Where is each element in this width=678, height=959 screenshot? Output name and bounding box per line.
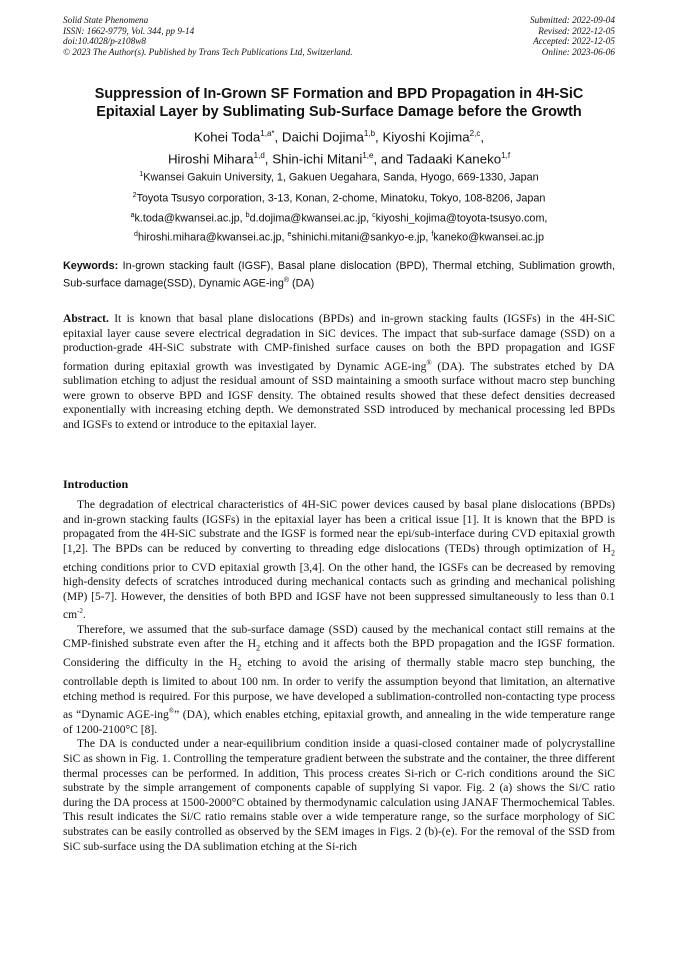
author-name: Kiyoshi Kojima — [382, 129, 470, 145]
author-name: Hiroshi Mihara — [167, 151, 254, 167]
author-affiliation-mark: 2,c — [469, 129, 481, 138]
publication-dates — [530, 15, 615, 57]
author-name: Daichi Dojima — [281, 129, 364, 145]
submitted-date: Submitted: 2022-09-04 — [530, 15, 615, 25]
title-line-1: Suppression of In-Grown SF Formation and BPD Propagation in 4H-SiC — [94, 86, 584, 102]
author-affiliation-mark: 1,b — [363, 129, 376, 138]
copyright-line: © 2023 The Author(s). Published by Trans Tech Publications Ltd, Switzerland. — [63, 46, 353, 57]
author-name: Kohei Toda — [193, 129, 261, 145]
online-date: Online: 2023-06-06 — [541, 46, 615, 57]
journal-info — [63, 15, 353, 57]
keywords-text: In-grown stacking fault (IGSF), Basal plane dislocation (BPD), Thermal etching, Sublimation growth, Sub-surface damage(SSD), Dynamic AGE-ing — [63, 260, 616, 290]
author-affiliation-mark: 1,e — [362, 151, 374, 161]
email-link[interactable]: d.dojima@kwansei.ac.jp — [249, 212, 367, 225]
email-link[interactable]: kaneko@kwansei.ac.jp — [433, 231, 544, 244]
email-line-1: $^a$k.toda@kwansei.ac.jp, $^b$d.dojima@kwansei.ac.jp, $^c$kiyoshi_kojima@toyota-tsusyo.com, — [130, 212, 548, 225]
issn-line: ISSN: 1662-9779, Vol. 344, pp 9-14 — [63, 25, 195, 36]
keywords-section: Keywords: In-grown stacking fault (IGSF), Basal plane dislocation (BPD), Thermal etching, Sublimation growth, Sub-surface damage(SSD), Dynamic AGE-ing® (DA) — [63, 260, 616, 290]
paragraph: Therefore, we assumed that the sub-surface damage (SSD) caused by the mechanical contact still remains at the CMP-finished substrate even after the $H_2$ etching and it affects both the BPD propagation and the IGSF formation. Considering the difficulty in the $H_2$ etching to avoid the arising of thermally stable macro step bunching, the controllable depth is limited to about 100 nm. In order to verify the assumption beyond that limitation, an alternative etching method is required. For this purpose, we have developed a sublimation-controlled non-contacting type process as “Dynamic AGE-ing®” (DA), which enables etching, epitaxial growth, and annealing in the wide temperature range of 1200-2100°C [8]. — [63, 623, 616, 736]
abstract-label: Abstract. — [63, 313, 109, 325]
accepted-date: Accepted: 2022-12-05 — [533, 36, 615, 47]
abstract-paragraph: Abstract. It is known that basal plane dislocations (BPDs) and in-grown stacking faults (IGSFs) in the 4H-SiC epitaxial layer cause severe electrical degradation in SiC devices. The impact that sub-surface damage (SSD) on a production-grade 4H-SiC substrate with CMP-finished surface causes on both the BPD propagation and IGSF formation during epitaxial growth was investigated by Dynamic AGE-ing® (DA). The substrates etched by DA sublimation etching to adjust the residual amount of SSD maintaining a smooth surface without macro step bunching were grown to observe BPD and IGSF density. The obtained results showed that these defect densities decreased exponentially with increasing etching depth. We demonstrated SSD introduced by mechanical processing led BPDs and IGSFs to extend or introduce to the epitaxial layer. — [63, 313, 615, 431]
keywords-label: Keywords: — [63, 260, 119, 272]
email-line-2: $^d$hiroshi.mihara@kwansei.ac.jp, $^e$shinichi.mitani@sankyo-e.jp, $^f$kaneko@kwansei.ac.jp — [134, 230, 544, 244]
author-line-2: Hiroshi Mihara$^{1,d}$, Shin-ichi Mitani$^{1,e}$, and Tadaaki Kaneko$^{1,f}$ — [167, 151, 511, 167]
email-link[interactable]: kiyoshi_kojima@toyota-tsusyo.com, — [375, 212, 548, 225]
email-link[interactable]: k.toda@kwansei.ac.jp — [134, 212, 240, 225]
author-affiliation-mark: 1,a* — [260, 129, 275, 138]
email-link[interactable]: shinichi.mitani@sankyo-e.jp — [291, 231, 426, 244]
abstract-section — [63, 312, 615, 433]
journal-name: Solid State Phenomena — [63, 15, 149, 25]
author-name: Shin-ichi Mitani — [272, 151, 363, 167]
paragraph: The degradation of electrical characteristics of 4H-SiC power devices caused by basal plane dislocations (BPDs) and in-grown stacking faults (IGSFs) in the epitaxial layer has been a critical issue [1]. It is known that the BPD is propagated from the 4H-SiC substrate and the IGSF is formed near the epi/sub-interface during CVD epitaxial growth [1,2]. The BPDs can be reduced by converting to threading edge dislocations (TEDs) through optimization of $H_2$ etching conditions prior to CVD epitaxial growth [3,4]. On the other hand, the IGSFs can be decreased by removing high-density defects of scratches introduced during mechanical contacts such as grinding and mechanical polishing (MP) [5-7]. However, the densities of both BPD and IGSF have not been suppressed simultaneously to less than 0.1 $cm^{-2}$. — [63, 499, 615, 622]
paragraph: The DA is conducted under a near-equilibrium condition inside a quasi-closed container made of polycrystalline SiC as shown in Fig. 1. Controlling the temperature gradient between the substrate and the container, the three different thermal processes can be performed. In addition, This process creates Si-rich or C-rich conditions around the SiC substrate by the simple arrangement of components capable of supplying Si vapor. Fig. 2 (a) shows the Si/C ratio during the DA process at 1500-2000°C obtained by thermodynamic calculation using JANAF Thermochemical Tables. This result indicates the Si/C ratio remains stable over a wide temperature range, so the surface morphology of SiC substrates can be easily controlled as observed by the SEM images in Figs. 2 (b)-(e). For the removal of the SSD from SiC sub-surface using the DA sublimation etching at the Si-rich — [63, 738, 615, 853]
author-list — [40, 124, 638, 169]
affiliation-1: $^1$Kwansei Gakuin University, 1, Gakuen Uegahara, Sanda, Hyogo, 669-1330, Japan — [139, 171, 539, 184]
author-line-1: Kohei Toda$^{1,a*}$, Daichi Dojima$^{1,b}$, Kiyoshi Kojima$^{2,c}$, — [193, 129, 485, 145]
email-link[interactable]: hiroshi.mihara@kwansei.ac.jp — [137, 231, 282, 244]
introduction-section — [63, 498, 615, 854]
author-affiliation-mark: 1,d — [253, 151, 265, 161]
revised-date: Revised: 2022-12-05 — [538, 25, 615, 36]
paper-title — [40, 85, 638, 121]
doi-line: doi:10.4028/p-z108w8 — [63, 36, 146, 47]
author-emails — [40, 208, 638, 245]
section-heading-introduction: Introduction — [63, 477, 129, 491]
author-affiliation-mark: 1,f — [501, 151, 511, 161]
title-line-2: Epitaxial Layer by Sublimating Sub-Surface Damage before the Growth — [96, 104, 582, 120]
affiliation-2: $^2$Toyota Tsusyo corporation, 3-13, Konan, 2-chome, Minatoku, Tokyo, 108-8206, Japan — [132, 192, 546, 205]
author-name: Tadaaki Kaneko — [406, 151, 502, 167]
